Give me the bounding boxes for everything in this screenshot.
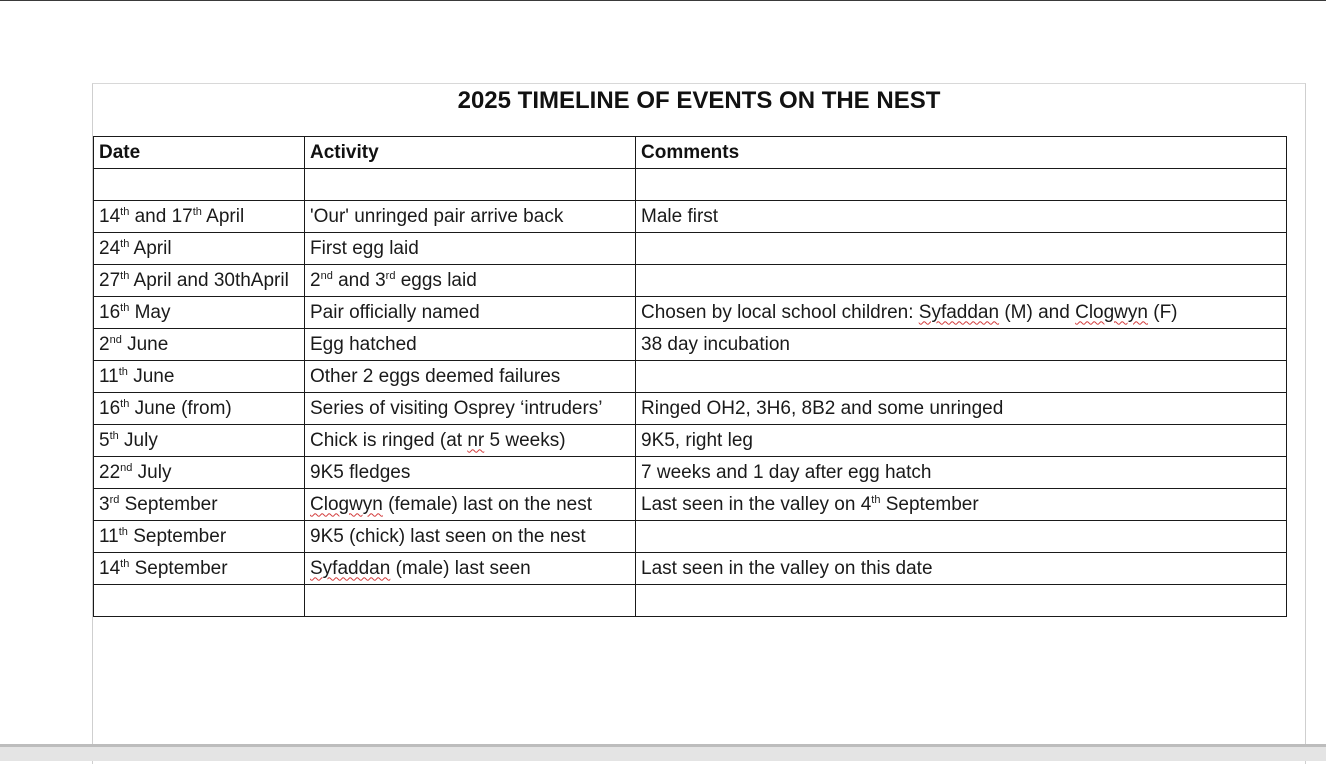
cell-date (94, 169, 305, 201)
cell-activity (305, 521, 636, 553)
cell-activity (305, 553, 636, 585)
cell-date (94, 425, 305, 457)
superscript-text: nd (120, 461, 133, 474)
cell-text: 9K5 fledges (310, 461, 411, 483)
table-row (94, 425, 1287, 457)
cell-comments (636, 361, 1287, 393)
superscript-text: th (120, 269, 130, 282)
cell-text: July (118, 429, 158, 451)
table-row (94, 265, 1287, 297)
cell-text: Clogwyn (310, 493, 383, 515)
cell-text: First egg laid (310, 237, 419, 259)
cell-date (94, 201, 305, 233)
superscript-text: th (120, 301, 130, 314)
cell-date (94, 585, 305, 617)
column-header-activity: Activity (305, 137, 636, 169)
table-row (94, 297, 1287, 329)
cell-text: (female) last on the nest (382, 493, 592, 515)
cell-text: April (201, 205, 245, 227)
cell-comments (636, 201, 1287, 233)
cell-date (94, 393, 305, 425)
horizontal-scrollbar[interactable] (0, 744, 1326, 761)
cell-date (94, 265, 305, 297)
cell-text: June (121, 333, 169, 355)
cell-text: 16 (99, 397, 121, 419)
cell-date (94, 489, 305, 521)
superscript-text: nd (320, 269, 333, 282)
superscript-text: th (118, 365, 128, 378)
cell-date (94, 297, 305, 329)
cell-text: (M) and (999, 301, 1076, 323)
timeline-table (93, 136, 1287, 617)
cell-activity (305, 297, 636, 329)
cell-text: 7 weeks and 1 day after egg hatch (641, 461, 932, 483)
cell-text: September (127, 525, 227, 547)
cell-text: 9K5, right leg (641, 429, 753, 451)
table-row (94, 361, 1287, 393)
cell-text: May (129, 301, 171, 323)
cell-text: September (119, 493, 218, 515)
cell-comments (636, 457, 1287, 489)
table-row (94, 329, 1287, 361)
table-row (94, 553, 1287, 585)
cell-text: Syfaddan (310, 557, 391, 579)
cell-text: 2 (310, 269, 321, 291)
superscript-text: th (120, 397, 130, 410)
cell-text: 2 (99, 333, 110, 355)
cell-text: nr (467, 429, 485, 451)
superscript-text: th (118, 525, 128, 538)
cell-text: June (from) (129, 397, 232, 419)
cell-comments (636, 329, 1287, 361)
cell-activity (305, 265, 636, 297)
superscript-text: th (871, 493, 881, 506)
cell-comments (636, 425, 1287, 457)
cell-text: Male first (641, 205, 719, 227)
table-row (94, 585, 1287, 617)
cell-activity (305, 585, 636, 617)
cell-text: 14 (99, 205, 121, 227)
cell-date (94, 521, 305, 553)
cell-activity (305, 457, 636, 489)
cell-activity (305, 201, 636, 233)
cell-text: Last seen in the valley on this date (641, 557, 933, 579)
table-row (94, 393, 1287, 425)
cell-text: 'Our' unringed pair arrive back (310, 205, 564, 227)
column-header-comments: Comments (636, 137, 1287, 169)
cell-text: 5 (99, 429, 110, 451)
cell-text: 11 (99, 365, 119, 387)
cell-text: Other 2 eggs deemed failures (310, 365, 561, 387)
cell-comments (636, 553, 1287, 585)
cell-text: 3 (99, 493, 110, 515)
cell-comments (636, 521, 1287, 553)
timeline-body (94, 169, 1287, 617)
superscript-text: nd (109, 333, 122, 346)
cell-comments (636, 585, 1287, 617)
cell-text: 22 (99, 461, 121, 483)
cell-text: Syfaddan (918, 301, 1000, 323)
cell-text: April (129, 237, 172, 259)
cell-text: 11 (99, 525, 119, 547)
cell-text: Pair officially named (310, 301, 480, 323)
cell-text: Series of visiting Osprey ‘intruders’ (310, 397, 603, 419)
cell-activity (305, 425, 636, 457)
cell-comments (636, 169, 1287, 201)
cell-comments (636, 297, 1287, 329)
cell-activity (305, 361, 636, 393)
cell-text: July (132, 461, 172, 483)
cell-text: eggs laid (395, 269, 477, 291)
cell-comments (636, 233, 1287, 265)
cell-text: September (880, 493, 979, 515)
cell-text: 24 (99, 237, 121, 259)
table-row (94, 457, 1287, 489)
cell-date (94, 553, 305, 585)
document-page (92, 83, 1306, 764)
document-title: 2025 TIMELINE OF EVENTS ON THE NEST (457, 87, 941, 114)
cell-text: Clogwyn (1075, 301, 1148, 323)
table-header-row (94, 137, 1287, 169)
cell-text: 9K5 (chick) last seen on the nest (310, 525, 586, 547)
cell-date (94, 361, 305, 393)
cell-activity (305, 169, 636, 201)
cell-comments (636, 489, 1287, 521)
cell-date (94, 457, 305, 489)
cell-text: and 17 (129, 205, 193, 227)
superscript-text: th (109, 429, 119, 442)
table-row (94, 521, 1287, 553)
cell-activity (305, 329, 636, 361)
superscript-text: rd (385, 269, 396, 282)
cell-activity (305, 233, 636, 265)
cell-activity (305, 393, 636, 425)
table-row (94, 201, 1287, 233)
column-header-date: Date (94, 137, 305, 169)
cell-activity (305, 489, 636, 521)
cell-text: April and 30thApril (129, 269, 289, 291)
cell-text: 38 day incubation (641, 333, 790, 355)
table-row (94, 233, 1287, 265)
cell-text: Ringed OH2, 3H6, 8B2 and some unringed (641, 397, 1004, 419)
superscript-text: rd (109, 493, 120, 506)
cell-text: 5 weeks) (484, 429, 566, 451)
cell-text: Egg hatched (310, 333, 417, 355)
cell-comments (636, 393, 1287, 425)
cell-text: 14 (99, 557, 121, 579)
cell-text: (male) last seen (390, 557, 531, 579)
window-top-border (0, 0, 1326, 1)
table-row (94, 489, 1287, 521)
cell-date (94, 329, 305, 361)
superscript-text: th (120, 557, 130, 570)
cell-text: June (127, 365, 175, 387)
cell-text: 27 (99, 269, 121, 291)
cell-text: and 3 (332, 269, 386, 291)
table-row (94, 169, 1287, 201)
cell-text: 16 (99, 301, 121, 323)
cell-text: Chosen by local school children: (641, 301, 919, 323)
cell-comments (636, 265, 1287, 297)
cell-date (94, 233, 305, 265)
superscript-text: th (120, 205, 130, 218)
superscript-text: th (192, 205, 202, 218)
cell-text: Chick is ringed (at (310, 429, 468, 451)
cell-text: September (129, 557, 228, 579)
cell-text: (F) (1147, 301, 1178, 323)
superscript-text: th (120, 237, 130, 250)
cell-text: Last seen in the valley on 4 (641, 493, 872, 515)
